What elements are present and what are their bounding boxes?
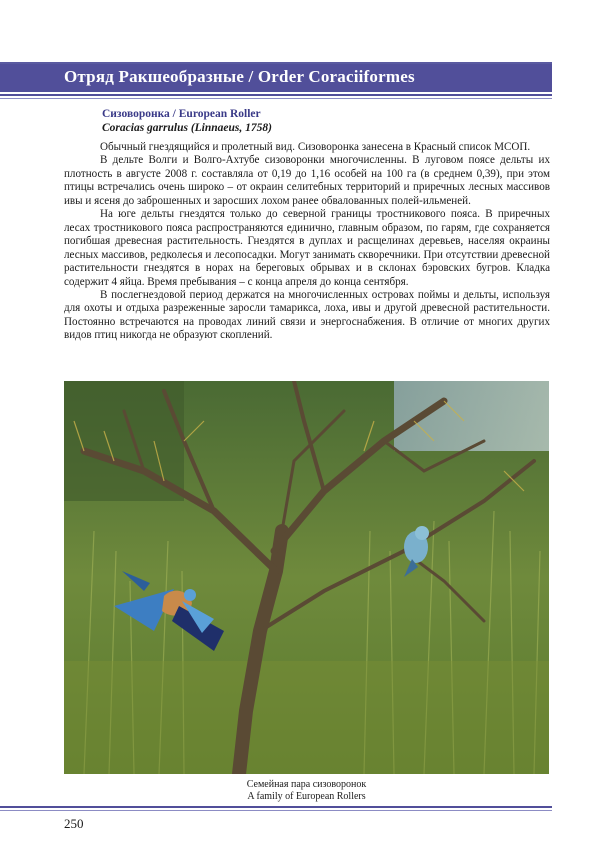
ground-vegetation <box>64 661 549 774</box>
article-body <box>64 141 550 343</box>
photo-caption <box>64 779 549 803</box>
caption-en: A family of European Rollers <box>247 791 366 802</box>
paragraph: На юге дельты гнездятся только до северной границы тростникового пояса. В приречных лесах тростникового пояса распространяются единично, главным образом, по гарям, где сохраняется погибшая древесная растительность. Гнездятся в дуплах и расщелинах деревьев, населяя окраины лесных массивов, редколесья и лесопосадки. Могут занимать скворечники. При отсутствии древесной растительности гнездятся в норах на береговых обрывах и в склонах бэровских бугров. Кладка содержит 4 яйца. Время пребывания – с конца апреля до конца сентября. <box>64 208 550 288</box>
paragraph: Обычный гнездящийся и пролетный вид. Сизоворонка занесена в Красный список МСОП. <box>100 141 531 153</box>
header-rule <box>0 94 552 96</box>
header-rule-thin <box>0 98 552 99</box>
footer-rule-thin <box>0 810 552 811</box>
page-number: 250 <box>64 816 84 831</box>
caption-ru: Семейная пара сизоворонок <box>246 779 367 790</box>
species-common-name: Сизоворонка / European Roller <box>102 108 261 120</box>
species-latin-name: Coracias garrulus (Linnaeus, 1758) <box>102 122 272 134</box>
footer-rule <box>0 806 552 808</box>
paragraph: В дельте Волги и Волго-Ахтубе сизоворонки многочисленны. В луговом поясе дельты их плотность в августе 2008 г. составляла от 0,19 до 1,16 особей на 100 га (в среднем 0,39), при этом птицы встречались очень широко – от окраин селитебных территорий и приречных лесных массивов ивы и ясеня до заброшенных и заросших лохом ранее обвалованных полей-ильменей. <box>64 154 550 207</box>
page-title: Отряд Ракшеобразные / Order Coraciiformes <box>64 67 415 86</box>
roller-photo-illustration <box>64 381 549 774</box>
paragraph: В послегнездовой период держатся на многочисленных островах поймы и дельты, используя для охоты и отдыха разреженные заросли тамарикса, лоха, ивы и другой древесной растительности. Постоянно встречаются на проводах линий связи и энергоснабжения. В отличие от многих других видов птиц никогда не образуют скоплений. <box>64 288 550 342</box>
roller-photo <box>64 381 549 774</box>
